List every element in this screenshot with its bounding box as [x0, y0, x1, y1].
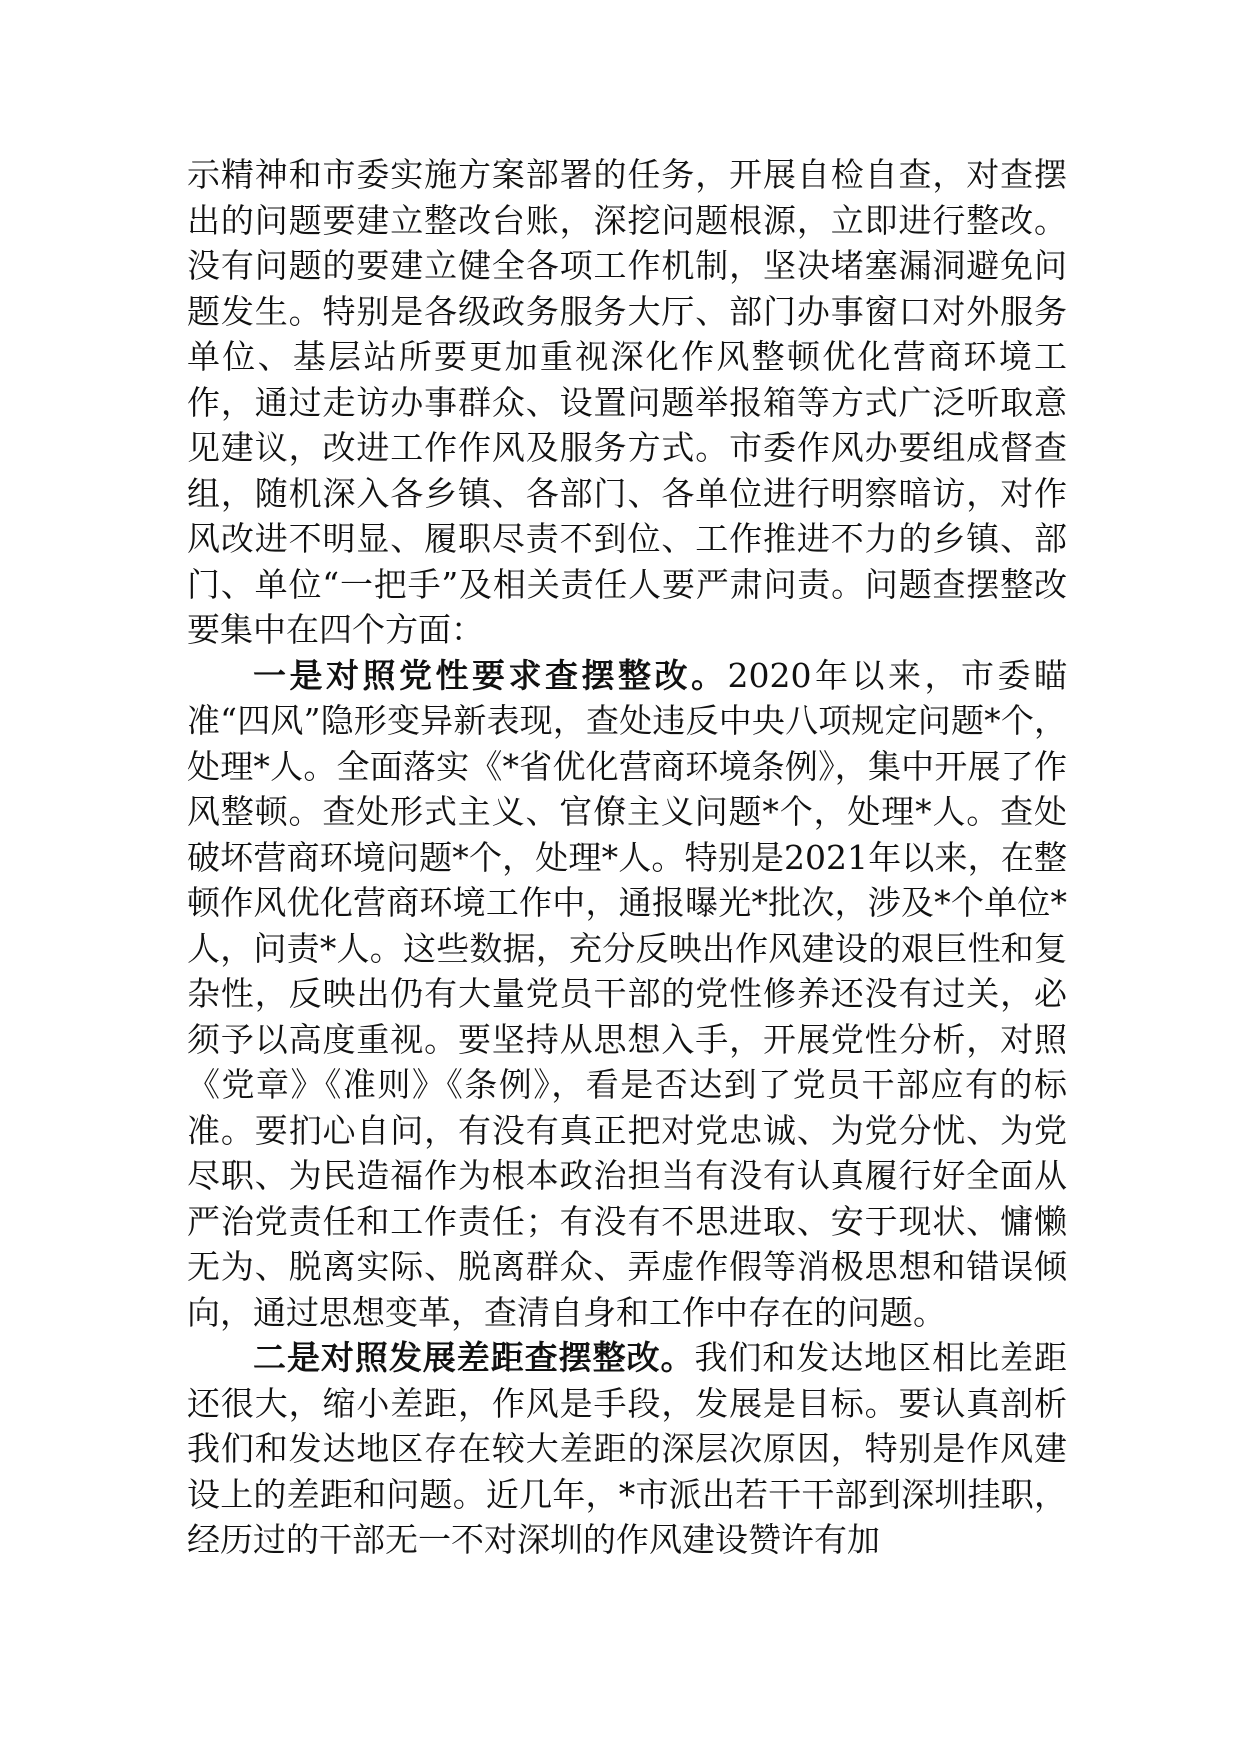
paragraph-2 — [187, 653, 1067, 1336]
document-body — [187, 152, 1067, 1563]
paragraph-1 — [187, 152, 1067, 653]
paragraph-2-heading: 一是对照党性要求查摆整改。 — [253, 655, 728, 695]
paragraph-2-text: 2020年以来，市委瞄准“四风”隐形变异新表现，查处违反中央八项规定问题*个，处理*人。全面落实《*省优化营商环境条例》，集中开展了作风整顿。查处形式主义、官僚主义问题*个，处理*人。查处破坏营商环境问题*个，处理*人。特别是2021年以来，在整顿作风优化营商环境工作中，通报曝光*批次，涉及*个单位*人，问责*人。这些数据，充分反映出作风建设的艰巨性和复杂性，反映出仍有大量党员干部的党性修养还没有过关，必须予以高度重视。要坚持从思想入手，开展党性分析，对照《党章》《准则》《条例》，看是否达到了党员干部应有的标准。要扪心自问，有没有真正把对党忠诚、为党分忧、为党尽职、为民造福作为根本政治担当有没有认真履行好全面从严治党责任和工作责任；有没有不思进取、安于现状、慵懒无为、脱离实际、脱离群众、弄虚作假等消极思想和错误倾向，通过思想变革，查清自身和工作中存在的问题。 — [187, 655, 1068, 1332]
paragraph-3 — [187, 1335, 1067, 1563]
paragraph-1-text: 示精神和市委实施方案部署的任务，开展自检自查，对查摆出的问题要建立整改台账，深挖问题根源，立即进行整改。没有问题的要建立健全各项工作机制，坚决堵塞漏洞避免问题发生。特别是各级政务服务大厅、部门办事窗口对外服务单位、基层站所要更加重视深化作风整顿优化营商环境工作，通过走访办事群众、设置问题举报箱等方式广泛听取意见建议，改进工作作风及服务方式。市委作风办要组成督查组，随机深入各乡镇、各部门、各单位进行明察暗访，对作风改进不明显、履职尽责不到位、工作推进不力的乡镇、部门、单位“一把手”及相关责任人要严肃问责。问题查摆整改要集中在四个方面： — [187, 155, 1067, 649]
paragraph-3-text: 我们和发达地区相比差距还很大，缩小差距，作风是手段，发展是目标。要认真剖析我们和发达地区存在较大差距的深层次原因，特别是作风建设上的差距和问题。近几年，*市派出若干干部到深圳挂职，经历过的干部无一不对深圳的作风建设赞许有加 — [187, 1338, 1068, 1559]
paragraph-3-heading: 二是对照发展差距查摆整改。 — [253, 1338, 695, 1377]
